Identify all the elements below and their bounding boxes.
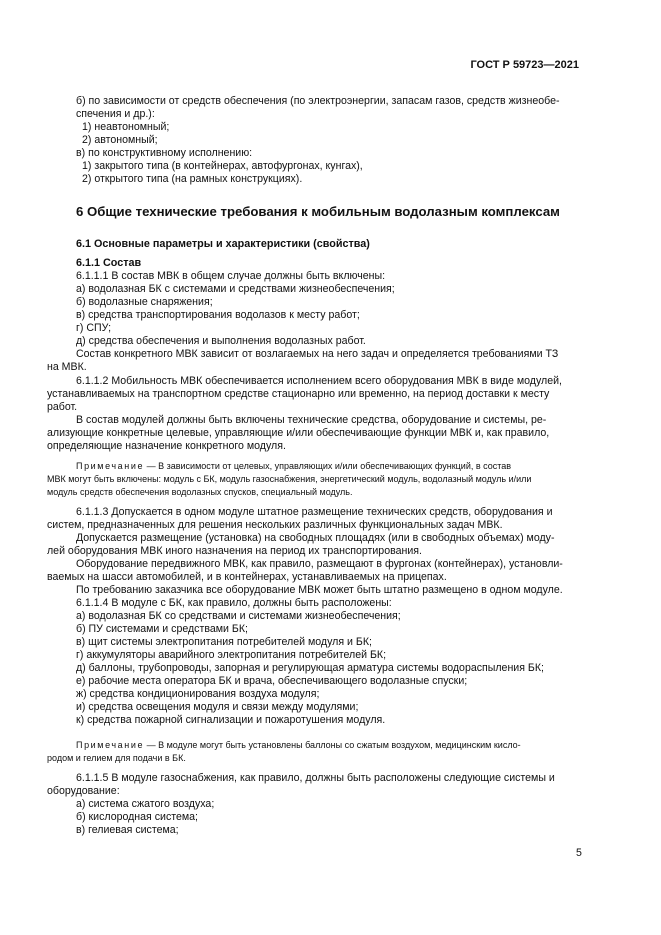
body-text-line: оборудование: [47, 785, 120, 797]
body-text-line: устанавливаемых на транспортном средстве стационарно или временно, на период доставки к месту [47, 388, 550, 400]
section-heading: 6 Общие технические требования к мобильным водолазным комплексам [76, 204, 560, 219]
body-text-line: в) щит системы электропитания потребителей модуля и БК; [76, 636, 372, 648]
body-text-line: а) водолазная БК с системами и средствами жизнеобеспечения; [76, 283, 395, 295]
note-text: — В зависимости от целевых, управляющих и/или обеспечивающих функций, в состав [144, 461, 512, 471]
note-text: — В модуле могут быть установлены баллоны со сжатым воздухом, медицинским кисло- [144, 740, 521, 750]
body-text-line: ваемых на шасси автомобилей, и в контейнерах, устанавливаемых на прицепах. [47, 571, 447, 583]
body-text-line: д) баллоны, трубопроводы, запорная и регулирующая арматура системы водораспыления БК; [76, 662, 544, 674]
body-text-line: б) ПУ системами и средствами БК; [76, 623, 248, 635]
body-text-line: работ. [47, 401, 78, 413]
body-text-line: 6.1.1.2 Мобильность МВК обеспечивается исполнением всего оборудования МВК в виде модулей, [76, 375, 562, 387]
subsection-heading: 6.1.1 Состав [76, 257, 142, 269]
note-text-line: МВК могут быть включены: модуль с БК, модуль газоснабжения, энергетический модуль, водолазный модуль и/или [47, 474, 532, 484]
body-text-line: Допускается размещение (установка) на свободных площадях (или в свободных объемах) моду- [76, 532, 555, 544]
body-text-line: лей оборудования МВК иного назначения на период их транспортирования. [47, 545, 422, 557]
body-text-line: систем, предназначенных для решения нескольких различных функциональных задач МВК. [47, 519, 503, 531]
body-text-line: 6.1.1.1 В состав МВК в общем случае должны быть включены: [76, 270, 386, 282]
body-text-line: Состав конкретного МВК зависит от возлагаемых на него задач и определяется требованиями ТЗ [76, 348, 559, 360]
body-text-line: на МВК. [47, 361, 87, 373]
body-text-line: в) гелиевая система; [76, 824, 179, 836]
body-text-line: а) система сжатого воздуха; [76, 798, 215, 810]
body-text-line: б) водолазные снаряжения; [76, 296, 213, 308]
body-text-line: 6.1.1.5 В модуле газоснабжения, как правило, должны быть расположены следующие системы и [76, 772, 555, 784]
note-label: Примечание [76, 461, 145, 471]
note-text-line: модуль средств обеспечения водолазных спусков, специальный модуль. [47, 487, 353, 497]
body-text-line: 1) неавтономный; [82, 121, 170, 133]
body-text-line: Оборудование передвижного МВК, как правило, размещают в фургонах (контейнерах), установли- [76, 558, 563, 570]
body-text-line: е) рабочие места оператора БК и врача, обеспечивающего водолазные спуски; [76, 675, 468, 687]
body-text-line: а) водолазная БК со средствами и системами жизнеобеспечения; [76, 610, 401, 622]
body-text-line: г) СПУ; [76, 322, 112, 334]
note-line [76, 460, 511, 473]
subsection-heading: 6.1 Основные параметры и характеристики (свойства) [76, 238, 370, 250]
body-text-line: и) средства освещения модуля и связи между модулями; [76, 701, 359, 713]
body-text-line: 6.1.1.4 В модуле с БК, как правило, должны быть расположены: [76, 597, 392, 609]
body-text-line: 2) автономный; [82, 134, 158, 146]
body-text-line: В состав модулей должны быть включены технические средства, оборудование и системы, ре- [76, 414, 547, 426]
note-label: Примечание [76, 740, 145, 750]
body-text-line: ализующие конкретные целевые, управляющие и/или обеспечивающие функции МВК и, как правило, [47, 427, 550, 439]
body-text-line: в) по конструктивному исполнению: [76, 147, 253, 159]
body-text-line: 2) открытого типа (на рамных конструкциях). [82, 173, 303, 185]
body-text-line: д) средства обеспечения и выполнения водолазных работ. [76, 335, 366, 347]
note-text-line: родом и гелием для подачи в БК. [47, 753, 186, 763]
body-text-line: 6.1.1.3 Допускается в одном модуле штатное размещение технических средств, оборудования и [76, 506, 553, 518]
note-line [76, 739, 521, 752]
document-code: ГОСТ Р 59723—2021 [470, 59, 579, 71]
body-text-line: б) по зависимости от средств обеспечения (по электроэнергии, запасам газов, средств жизнеобе- [76, 95, 560, 107]
body-text-line: к) средства пожарной сигнализации и пожаротушения модуля. [76, 714, 386, 726]
page-number: 5 [576, 847, 582, 859]
body-text-line: По требованию заказчика все оборудование МВК может быть штатно размещено в одном модуле. [76, 584, 563, 596]
body-text-line: 1) закрытого типа (в контейнерах, автофургонах, кунгах), [82, 160, 363, 172]
body-text-line: ж) средства кондиционирования воздуха модуля; [76, 688, 320, 700]
body-text-line: определяющие назначение конкретного модуля. [47, 440, 286, 452]
body-text-line: в) средства транспортирования водолазов к месту работ; [76, 309, 360, 321]
body-text-line: спечения и др.): [76, 108, 155, 120]
body-text-line: б) кислородная система; [76, 811, 198, 823]
body-text-line: г) аккумуляторы аварийного электропитания потребителей БК; [76, 649, 387, 661]
